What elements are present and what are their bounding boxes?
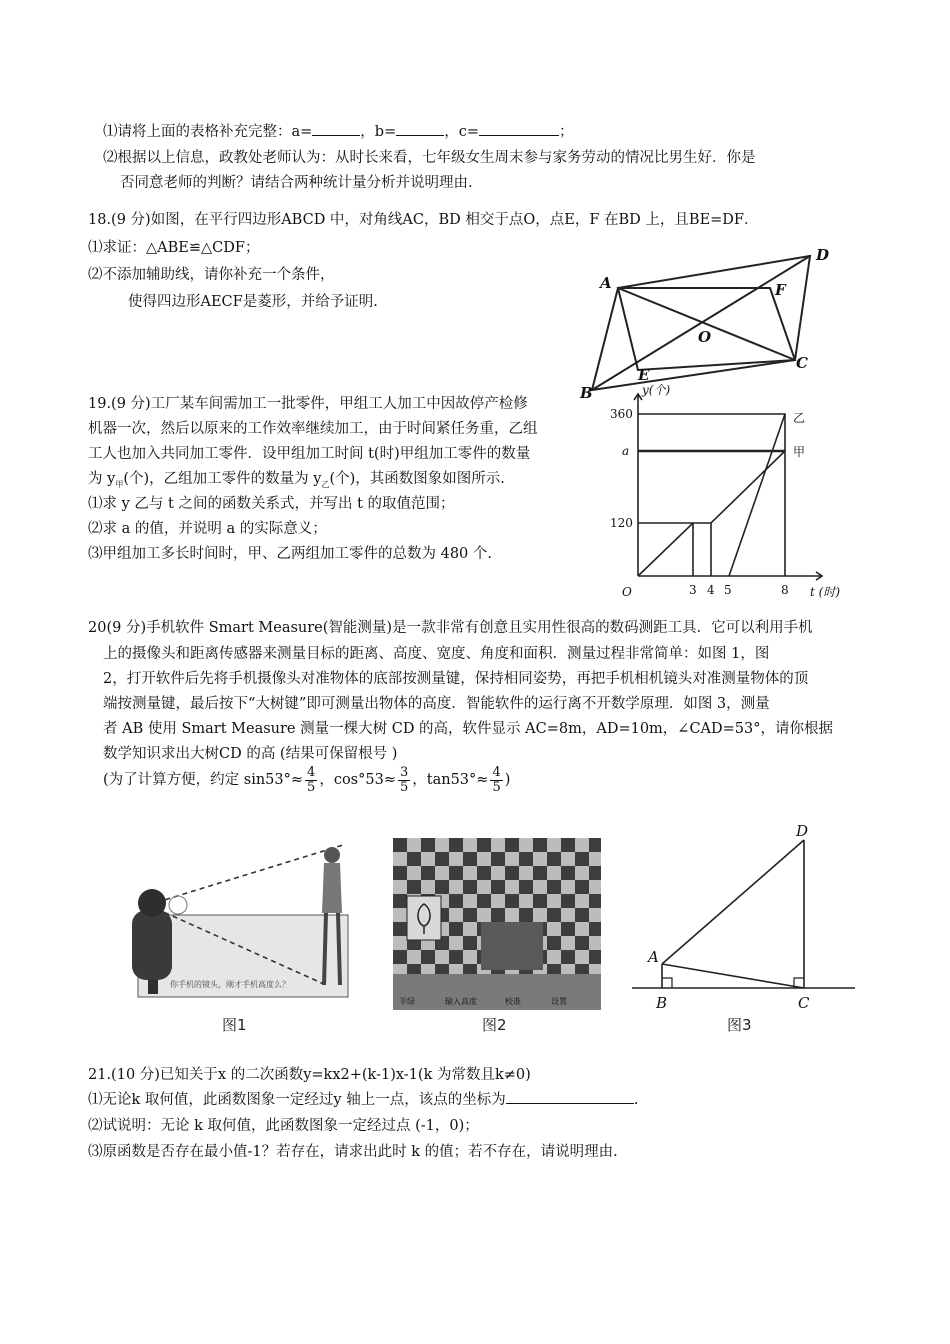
x-tick-5: 5 [724, 583, 732, 597]
toolbar-button-1[interactable]: 半绿 [399, 997, 415, 1006]
diagonal-bd [592, 256, 810, 390]
y-axis-label: y(个) [642, 383, 671, 397]
x-tick-4: 4 [707, 583, 715, 597]
y-tick-360: 360 [610, 407, 633, 421]
label-C: C [796, 354, 808, 372]
q17-part1-end: ； [559, 124, 574, 140]
hint-end: ) [504, 772, 511, 789]
x-tick-3: 3 [689, 583, 697, 597]
robot-leg [148, 980, 158, 994]
q20-hint [103, 766, 510, 794]
q19-line4-b: (个)，乙组加工零件的数量为 y [123, 471, 322, 487]
person-leg-right [338, 913, 340, 985]
q19-part2: ⑵求 a 的值，并说明 a 的实际意义； [88, 521, 327, 537]
hint-cos: ，cos°53≈ [319, 772, 396, 789]
hint-prefix: (为了计算方便，约定 sin53°≈ [103, 772, 304, 789]
answer-blank-b[interactable] [396, 121, 444, 136]
phone-ring [169, 896, 187, 914]
q19-line4-c: (个)，其函数图象如图所示. [329, 471, 505, 487]
q18-part2b: 使得四边形AECF是菱形，并给予证明. [128, 294, 378, 310]
q19-part3: ⑶甲组加工多长时间时，甲、乙两组加工零件的总数为 480 个. [88, 546, 493, 562]
q20-line1: 20(9 分)手机软件 Smart Measure(智能测量)是一款非常有创意且实用性很高的数码测距工具．它可以利用手机 [88, 620, 813, 636]
q17-part2-line2: 否同意老师的判断？请结合两种统计量分析并说明理由. [120, 175, 473, 191]
label-E: E [638, 366, 650, 384]
q19-sub-yi: 乙 [321, 479, 330, 489]
label-D: D [816, 246, 830, 264]
series-jia-label: 甲 [793, 445, 806, 459]
q19-function-graph [600, 380, 860, 602]
toolbar-button-input-height[interactable]: 输入高度 [445, 997, 477, 1006]
person-leg-left [324, 913, 326, 985]
hint-tan: ，tan53°≈ [412, 772, 489, 789]
q19-line4 [88, 467, 505, 490]
q19-sub-jia: 甲 [115, 479, 124, 489]
segment-ac [662, 964, 804, 988]
q20-figure3-geometry [630, 818, 855, 1018]
q21-part1-text: ⑴无论k 取何值，此函数图象一定经过y 轴上一点，该点的坐标为 [88, 1092, 506, 1108]
robot-body [132, 910, 172, 980]
diagonal-ac [618, 288, 795, 360]
t-axis-label: t (时) [810, 585, 841, 599]
q17-part1-prefix: ⑴请将上面的表格补充完整：a= [103, 124, 313, 140]
label-A: A [600, 274, 612, 292]
fig3-label-B: B [656, 994, 668, 1012]
q19-line2: 机器一次，然后以原来的工作效率继续加工，由于时间紧任务重，乙组 [88, 421, 538, 437]
q21-part2: ⑵试说明：无论 k 取何值，此函数图象一定经过点 (-1，0)； [88, 1118, 479, 1134]
q19-line1: 19.(9 分)工厂某车间需加工一批零件，甲组工人加工中因故停产检修 [88, 396, 528, 412]
q21-part1 [88, 1088, 638, 1109]
label-B: B [580, 384, 593, 402]
x-tick-8: 8 [781, 583, 789, 597]
q21-stem: 21.(10 分)已知关于x 的二次函数y=kx2+(k-1)x-1(k 为常数且k≠0) [88, 1067, 531, 1083]
q17-part1-c: ，c= [444, 124, 480, 140]
app-toolbar [393, 974, 601, 1010]
cos-fraction: $\frac{3}{5}$ [399, 765, 409, 795]
q20-line6: 数学知识求出大树CD 的高 (结果可保留根号 ) [103, 746, 398, 762]
toolbar-button-settings[interactable]: 设置 [551, 997, 567, 1006]
robot-head [138, 889, 166, 917]
label-F: F [775, 281, 786, 299]
q20-line5: 者 AB 使用 Smart Measure 测量一棵大树 CD 的高，软件显示 AC=8m，AD=10m，∠CAD=53°，请你根据 [103, 721, 833, 737]
y-tick-120: 120 [610, 516, 633, 530]
q17-part1-b: ，b= [360, 124, 397, 140]
q20-figure1-illustration [118, 835, 358, 1010]
segment-ad [662, 840, 804, 964]
toolbar-button-calibrate[interactable]: 校准 [505, 997, 521, 1006]
fig3-label-D: D [796, 822, 809, 840]
q19-line3: 工人也加入共同加工零件．设甲组加工时间 t(时)甲组加工零件的数量 [88, 446, 531, 462]
q21-part3: ⑶原函数是否存在最小值-1？若存在，请求出此时 k 的值；若不存在，请说明理由. [88, 1144, 618, 1160]
q18-part2: ⑵不添加辅助线，请你补充一个条件， [88, 267, 335, 283]
q20-line4: 端按测量键，最后按下“大树键”即可测量出物体的高度．智能软件的运行离不开数学原理．如图 3，测量 [103, 696, 770, 712]
q19-line4-a: 为 y [88, 471, 116, 487]
person-body [322, 863, 342, 913]
fig3-label-C: C [798, 994, 810, 1012]
answer-blank-a[interactable] [312, 121, 360, 136]
q20-line2: 上的摄像头和距离传感器来测量目标的距离、高度、宽度、角度和面积．测量过程非常简单：如图 1，图 [103, 646, 770, 662]
q21-part1-end: . [633, 1092, 639, 1108]
series-yi-label: 乙 [793, 411, 806, 425]
fig3-label-A: A [648, 948, 659, 966]
q18-part1: ⑴求证：△ABE≌△CDF； [88, 240, 260, 256]
target-object [481, 922, 543, 970]
label-O: O [698, 328, 712, 346]
q20-line3: 2，打开软件后先将手机摄像头对准物体的底部按测量键，保持相同姿势，再把手机相机镜头对准测量物体的顶 [103, 671, 809, 687]
origin-label: O [622, 585, 632, 599]
figure3-label: 图3 [727, 1016, 752, 1034]
tan-fraction: $\frac{4}{5}$ [492, 765, 501, 795]
series-yi-line [729, 414, 785, 576]
right-angle-b [662, 978, 672, 988]
q17-part1 [103, 120, 574, 141]
q17-part2-line1: ⑵根据以上信息，政教处老师认为：从时长来看，七年级女生周末参与家务劳动的情况比男生好．你是 [103, 150, 756, 166]
person-head [324, 847, 340, 863]
figure1-caption: 你手机的镜头，刚才手机高度么？ [170, 980, 290, 989]
figure2-label: 图2 [482, 1016, 507, 1034]
sin-fraction: $\frac{4}{5}$ [307, 765, 316, 795]
q18-stem: 18.(9 分)如图，在平行四边形ABCD 中，对角线AC，BD 相交于点O，点E，F 在BD 上，且BE=DF． [88, 212, 759, 228]
answer-blank-coordinate[interactable] [506, 1089, 634, 1104]
q19-part1: ⑴求 y 乙与 t 之间的函数关系式，并写出 t 的取值范围； [88, 496, 455, 512]
y-tick-a: a [622, 444, 630, 458]
q20-figure2-app-screenshot [393, 838, 601, 1010]
answer-blank-c[interactable] [479, 121, 559, 136]
figure1-label: 图1 [222, 1016, 247, 1034]
